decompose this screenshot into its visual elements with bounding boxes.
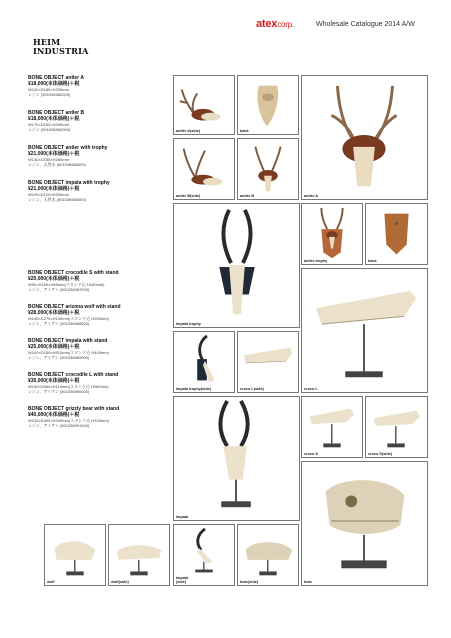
product-name: BONE OBJECT crocodile L with stand <box>28 372 119 378</box>
product-size: W175×D160×H290mm <box>28 122 69 127</box>
photo-impala-trophy <box>173 203 300 328</box>
photo-caption: croco L(side) <box>240 386 264 391</box>
trophy-shield-back-image <box>366 204 427 264</box>
product-name: BONE OBJECT arizona wolf with stand <box>28 304 121 310</box>
product-material: レジン、天然木 (501036985000) <box>28 162 86 167</box>
photo-croco-l <box>301 268 428 393</box>
product-name: BONE OBJECT grizzly bear with stand <box>28 406 120 412</box>
photo-caption: bear <box>304 579 313 584</box>
product-material: レジン、アイアン (501036991000) <box>28 423 90 428</box>
product-size: W125×D120×H330mm <box>28 192 69 197</box>
photo-caption: antler A <box>304 193 318 198</box>
atex-logo <box>256 18 294 30</box>
brand-logo <box>33 38 88 56</box>
photo-caption: croco S(side) <box>368 451 393 456</box>
product-material: レジン (501036984000) <box>28 127 71 132</box>
product-price: ¥18,000(本体価格)＋税 <box>28 116 80 122</box>
antler-b-front-image <box>238 139 298 199</box>
product-size: W145×D270×H130mm(スタンド込 H250mm) <box>28 316 109 321</box>
product-impala-trophy <box>28 180 178 202</box>
product-bear <box>28 406 178 428</box>
brand-line-2: INDUSTRIA <box>33 46 89 56</box>
skull-back-image <box>238 76 298 134</box>
page-header <box>0 0 451 40</box>
logo-suffix: corp. <box>277 20 295 29</box>
photo-caption: croco L <box>304 386 318 391</box>
photo-croco-s-side <box>365 396 428 458</box>
product-price: ¥21,000(本体価格)＋税 <box>28 151 80 157</box>
photo-caption: wolf(side) <box>111 579 129 584</box>
product-material: レジン、アイアン (501036990000) <box>28 389 90 394</box>
product-size: W215×D405×H240mm(スタンド込 H320mm) <box>28 418 109 423</box>
photo-antler-b-side <box>173 138 235 200</box>
product-material: レジン、アイアン (501036989000) <box>28 355 90 360</box>
antler-skull-side-image <box>174 76 234 134</box>
photo-caption: croco S <box>304 451 318 456</box>
product-name: BONE OBJECT antler B <box>28 110 85 116</box>
product-antler-a <box>28 75 178 97</box>
photo-impala <box>173 396 300 521</box>
product-impala-stand <box>28 338 178 360</box>
impala-trophy-side-image <box>174 332 234 392</box>
photo-back <box>237 75 299 135</box>
photo-caption: wolf <box>47 579 55 584</box>
product-material: レジン、アイアン (501036988000) <box>28 321 90 326</box>
product-size: W150×D560×H110mm(スタンド込 H280mm) <box>28 384 109 389</box>
product-price: ¥20,000(本体価格)＋税 <box>28 276 80 282</box>
impala-stand-image <box>174 397 299 520</box>
photo-caption: impala trophy(side) <box>176 386 212 391</box>
bear-side-image <box>238 525 298 585</box>
croco-s-side-image <box>366 397 427 457</box>
photo-antler-b <box>237 138 299 200</box>
product-material: レジン、天然木 (501036986000) <box>28 197 86 202</box>
product-name: BONE OBJECT antler A <box>28 75 84 81</box>
product-size: W100×D180×H510mm(スタンド込 H440mm) <box>28 350 109 355</box>
product-price: ¥28,000(本体価格)＋税 <box>28 310 80 316</box>
photo-caption: impala <box>176 575 189 580</box>
product-name: BONE OBJECT impala with trophy <box>28 180 110 186</box>
antler-b-side-image <box>174 139 234 199</box>
photo-caption-2: (side) <box>176 579 187 584</box>
product-croco-s <box>28 270 178 292</box>
product-name: BONE OBJECT impala with stand <box>28 338 108 344</box>
product-price: ¥18,000(本体価格)＋税 <box>28 81 80 87</box>
photo-caption: antler B <box>240 193 255 198</box>
photo-caption: back <box>240 128 249 133</box>
product-antler-trophy <box>28 145 178 167</box>
product-croco-l <box>28 372 178 394</box>
product-size: W130×D180×H205mm <box>28 87 69 92</box>
wolf-side-image <box>109 525 169 585</box>
photo-caption: impala trophy <box>176 321 201 326</box>
antler-trophy-image <box>302 204 362 264</box>
photo-wolf-side <box>108 524 170 586</box>
product-size: W90×D160×H65mm(スタンド込 H160mm) <box>28 282 105 287</box>
croco-s-skull-image <box>302 397 362 457</box>
photo-caption: antler trophy <box>304 258 328 263</box>
photo-antler-a <box>301 75 428 200</box>
product-name: BONE OBJECT antler with trophy <box>28 145 108 151</box>
logo-main: atex <box>256 18 278 30</box>
antler-skull-front-image <box>302 76 427 199</box>
photo-impala-trophy-side <box>173 331 235 393</box>
product-price: ¥21,000(本体価格)＋税 <box>28 186 80 192</box>
bear-skull-image <box>302 462 427 585</box>
product-size: W130×D165×H260mm <box>28 157 69 162</box>
photo-back-shield <box>365 203 428 265</box>
product-material: レジン、アイアン (501036987000) <box>28 287 90 292</box>
photo-caption: bear(side) <box>240 579 259 584</box>
photo-antler-a-side <box>173 75 235 135</box>
photo-caption: back <box>368 258 377 263</box>
photo-croco-l-side <box>237 331 299 393</box>
photo-wolf <box>44 524 106 586</box>
product-antler-b <box>28 110 178 132</box>
catalogue-title: Wholesale Catalogue 2014 A/W <box>316 21 415 28</box>
photo-antler-trophy <box>301 203 363 265</box>
croco-l-skull-image <box>302 269 427 392</box>
product-price: ¥25,000(本体価格)＋税 <box>28 344 80 350</box>
croco-l-side-image <box>238 332 298 392</box>
product-material: レジン (501036982000) <box>28 92 71 97</box>
wolf-skull-image <box>45 525 105 585</box>
product-name: BONE OBJECT crocodile S with stand <box>28 270 119 276</box>
product-price: ¥35,000(本体価格)＋税 <box>28 378 80 384</box>
photo-impala-side <box>173 524 235 586</box>
product-price: ¥40,000(本体価格)＋税 <box>28 412 80 418</box>
brand-line-1: HEIM <box>33 37 61 47</box>
product-wolf <box>28 304 178 326</box>
photo-caption: antler B(side) <box>176 193 201 198</box>
photo-caption: impala <box>176 514 189 519</box>
photo-croco-s <box>301 396 363 458</box>
impala-trophy-image <box>174 204 299 327</box>
photo-caption: antler A(side) <box>176 128 201 133</box>
photo-bear-side <box>237 524 299 586</box>
photo-bear <box>301 461 428 586</box>
